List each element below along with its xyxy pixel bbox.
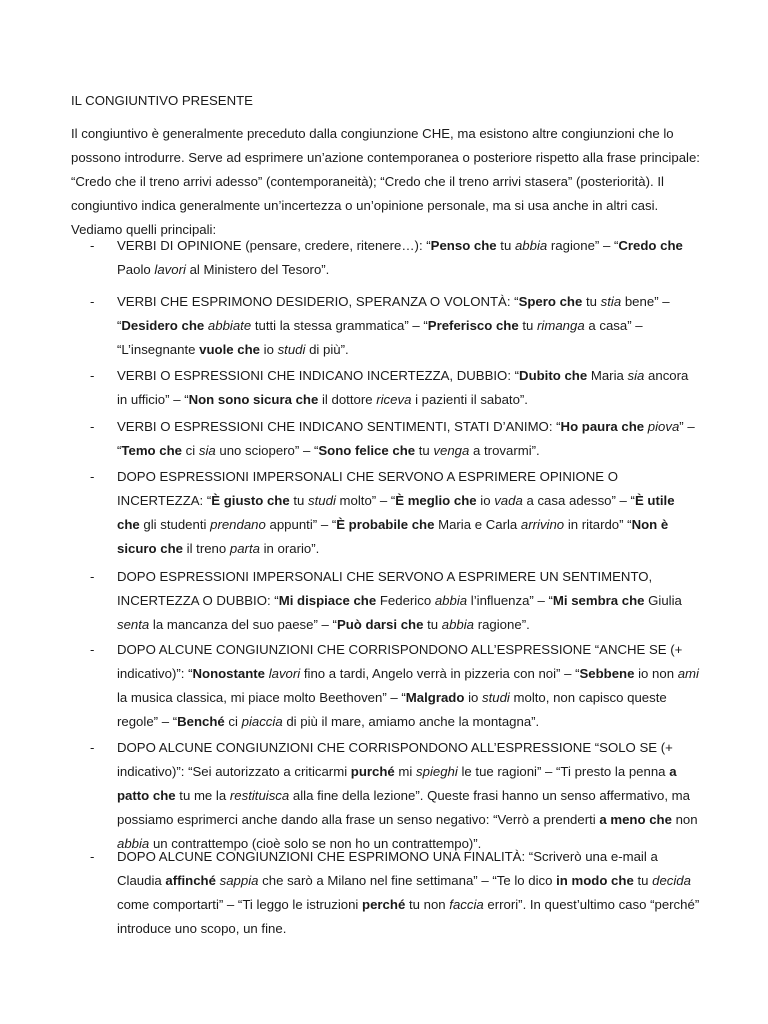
bold-phrase: perché xyxy=(362,897,406,912)
list-item-text xyxy=(117,565,700,637)
text-run: ” – “ xyxy=(117,419,695,458)
bold-phrase: Ho paura che xyxy=(560,419,645,434)
text-run: in orario”. xyxy=(259,541,320,556)
italic-verb: restituisca xyxy=(229,788,290,803)
bold-phrase: Mi dispiace che xyxy=(278,593,377,608)
italic-verb: riceva xyxy=(376,392,412,407)
italic-verb: abbia xyxy=(441,617,475,632)
text-run: a casa adesso” – “ xyxy=(522,493,635,508)
text-run: Giulia xyxy=(644,593,682,608)
text-run: io xyxy=(476,493,495,508)
italic-verb: parta xyxy=(229,541,260,556)
text-run: io non xyxy=(634,666,678,681)
text-run: io xyxy=(259,342,278,357)
list-item xyxy=(90,465,700,561)
bold-phrase: Non sono sicura che xyxy=(188,392,319,407)
bold-phrase: Sono felice che xyxy=(318,443,416,458)
list-item-text xyxy=(117,465,700,561)
italic-verb: abbia xyxy=(434,593,468,608)
text-run: tu xyxy=(289,493,309,508)
text-run: tu xyxy=(415,443,434,458)
text-run: molto” – “ xyxy=(335,493,396,508)
italic-verb: lavori xyxy=(268,666,301,681)
bullet-dash: - xyxy=(90,419,95,434)
italic-verb: studi xyxy=(482,690,510,705)
list-item-text xyxy=(117,364,700,412)
bold-phrase: È probabile che xyxy=(336,517,435,532)
italic-verb: sia xyxy=(198,443,216,458)
bold-phrase: vuole che xyxy=(199,342,260,357)
bold-phrase: a patto che xyxy=(117,764,677,803)
intro-text: Il congiuntivo è generalmente preceduto dalla congiunzione CHE, ma esistono altre congiunzioni che lo possono introdurre. Serve ad esprimere un’azione contemporanea o posteriore rispetto alla frase principale: “Credo che il treno arrivi adesso” (contemporaneità); “Credo che il treno arrivi stasera” (posteriorità). Il congiuntivo indica generalmente un’incertezza o un’opinione personale, ma si usa anche in altri casi. Vediamo quelli principali: xyxy=(71,126,700,237)
bold-phrase: Nonostante xyxy=(192,666,266,681)
text-run: l’influenza” – “ xyxy=(467,593,553,608)
italic-verb: prendano xyxy=(210,517,266,532)
bold-phrase: Desidero che xyxy=(121,318,205,333)
italic-verb: senta xyxy=(117,617,150,632)
bold-phrase: Temo che xyxy=(121,443,182,458)
text-run: appunti” – “ xyxy=(265,517,337,532)
list-item-text xyxy=(117,290,700,362)
document-title: IL CONGIUNTIVO PRESENTE xyxy=(71,93,253,108)
text-run: DOPO ALCUNE CONGIUNZIONI CHE CORRISPONDONO ALL’ESPRESSIONE “ANCHE SE (+ indicativo)”: “ xyxy=(117,642,683,681)
text-run: la musica classica, mi piace molto Beethoven” – “ xyxy=(117,690,406,705)
italic-verb: venga xyxy=(433,443,470,458)
bold-phrase: Benché xyxy=(177,714,225,729)
text-run: tu me la xyxy=(175,788,230,803)
text-run: un contrattempo (cioè solo se non ho un contrattempo)”. xyxy=(149,836,482,851)
bold-phrase: Sebbene xyxy=(579,666,635,681)
text-run: VERBI CHE ESPRIMONO DESIDERIO, SPERANZA O VOLONTÀ: “ xyxy=(117,294,519,309)
text-run: tu xyxy=(496,238,515,253)
list-item xyxy=(90,565,700,637)
italic-verb: lavori xyxy=(154,262,186,277)
italic-verb: abbia xyxy=(117,836,150,851)
text-run: ancora in ufficio” – “ xyxy=(117,368,689,407)
bullet-dash: - xyxy=(90,642,95,657)
list-item xyxy=(90,364,700,412)
text-run: ragione”. xyxy=(474,617,530,632)
bullet-dash: - xyxy=(90,849,95,864)
italic-verb: sappia xyxy=(219,873,259,888)
bold-phrase: a meno che xyxy=(599,812,672,827)
text-run: Maria xyxy=(587,368,628,383)
bold-phrase: Dubito che xyxy=(519,368,588,383)
list-item-text xyxy=(117,845,700,941)
bold-phrase: affinché xyxy=(165,873,216,888)
text-run: ci xyxy=(182,443,199,458)
list-item xyxy=(90,736,700,856)
text-run: Federico xyxy=(376,593,435,608)
text-run: i pazienti il sabato”. xyxy=(411,392,528,407)
italic-verb: piova xyxy=(647,419,680,434)
text-run: fino a tardi, Angelo verrà in pizzeria con noi” – “ xyxy=(300,666,580,681)
text-run: di più il mare, amiamo anche la montagna”. xyxy=(282,714,540,729)
text-run: errori”. In quest’ultimo caso “perché” introduce uno scopo, un fine. xyxy=(117,897,700,936)
intro-paragraph xyxy=(71,122,711,242)
text-run: Paolo xyxy=(117,262,155,277)
text-run: tutti la stessa grammatica” – “ xyxy=(251,318,428,333)
list-item-text xyxy=(117,234,700,282)
list-item-text xyxy=(117,415,700,463)
text-run: gli studenti xyxy=(139,517,211,532)
text-run: tu xyxy=(518,318,538,333)
bold-phrase: Mi sembra che xyxy=(552,593,645,608)
list-item xyxy=(90,290,700,362)
bold-phrase: Spero che xyxy=(518,294,583,309)
italic-verb: studi xyxy=(308,493,336,508)
list-item xyxy=(90,638,700,734)
text-run: DOPO ESPRESSIONI IMPERSONALI CHE SERVONO A ESPRIMERE UN SENTIMENTO, INCERTEZZA O DUBBIO: “ xyxy=(117,569,653,608)
text-run: in ritardo” “ xyxy=(564,517,632,532)
text-run: tu non xyxy=(405,897,450,912)
bullet-dash: - xyxy=(90,569,95,584)
bold-phrase: È giusto che xyxy=(211,493,290,508)
text-run: uno sciopero” – “ xyxy=(215,443,319,458)
text-run: VERBI O ESPRESSIONI CHE INDICANO INCERTEZZA, DUBBIO: “ xyxy=(117,368,520,383)
text-run: DOPO ALCUNE CONGIUNZIONI CHE ESPRIMONO UNA FINALITÀ: “Scriverò una e-mail a Claudia xyxy=(117,849,658,888)
bullet-dash: - xyxy=(90,238,95,253)
list-item xyxy=(90,234,700,282)
bold-phrase: purché xyxy=(350,764,395,779)
bullet-dash: - xyxy=(90,294,95,309)
text-run: bene” – “ xyxy=(117,294,670,333)
text-run: mi xyxy=(394,764,417,779)
bold-phrase: Penso che xyxy=(430,238,497,253)
text-run: DOPO ESPRESSIONI IMPERSONALI CHE SERVONO A ESPRIMERE OPINIONE O INCERTEZZA: “ xyxy=(117,469,619,508)
bold-phrase: Malgrado xyxy=(405,690,465,705)
italic-verb: sia xyxy=(627,368,645,383)
text-run: di più”. xyxy=(305,342,349,357)
text-run: a trovarmi”. xyxy=(469,443,540,458)
italic-verb: vada xyxy=(494,493,523,508)
italic-verb: ami xyxy=(677,666,699,681)
text-run: molto, non capisco queste regole” – “ xyxy=(117,690,667,729)
bold-phrase: in modo che xyxy=(556,873,634,888)
italic-verb: arrivino xyxy=(520,517,565,532)
text-run: io xyxy=(464,690,482,705)
italic-verb: faccia xyxy=(449,897,484,912)
bold-phrase: È utile che xyxy=(117,493,675,532)
text-run: DOPO ALCUNE CONGIUNZIONI CHE CORRISPONDONO ALL’ESPRESSIONE “SOLO SE (+ indicativo)”: “Sei autorizzato a criticarmi xyxy=(117,740,673,779)
bold-phrase: Credo che xyxy=(618,238,683,253)
bold-phrase: Può darsi che xyxy=(336,617,424,632)
bullet-dash: - xyxy=(90,469,95,484)
text-run: a casa” – “L’insegnante xyxy=(117,318,643,357)
italic-verb: spieghi xyxy=(416,764,458,779)
text-run: non xyxy=(671,812,698,827)
text-run: il treno xyxy=(182,541,230,556)
text-run: che sarò a Milano nel fine settimana” – “Te lo dico xyxy=(258,873,557,888)
italic-verb: rimanga xyxy=(537,318,585,333)
text-run: come comportarti” – “Ti leggo le istruzioni xyxy=(117,897,363,912)
text-run: la mancanza del suo paese” – “ xyxy=(149,617,337,632)
bold-phrase: Preferisco che xyxy=(427,318,519,333)
list-item xyxy=(90,415,700,463)
text-run: Maria e Carla xyxy=(434,517,521,532)
italic-verb: abbia xyxy=(514,238,548,253)
text-run: le tue ragioni” – “Ti presto la penna xyxy=(457,764,670,779)
italic-verb: decida xyxy=(652,873,691,888)
italic-verb: abbiate xyxy=(207,318,252,333)
text-run: tu xyxy=(582,294,601,309)
text-run: al Ministero del Tesoro”. xyxy=(185,262,330,277)
text-run: ci xyxy=(224,714,242,729)
bold-phrase: Non è sicuro che xyxy=(117,517,669,556)
italic-verb: stia xyxy=(600,294,622,309)
bullet-dash: - xyxy=(90,368,95,383)
list-item-text xyxy=(117,638,700,734)
list-item xyxy=(90,845,700,941)
italic-verb: studi xyxy=(277,342,306,357)
text-run: VERBI O ESPRESSIONI CHE INDICANO SENTIMENTI, STATI D’ANIMO: “ xyxy=(117,419,561,434)
text-run: tu xyxy=(423,617,442,632)
text-run: il dottore xyxy=(318,392,377,407)
text-run: ragione” – “ xyxy=(547,238,619,253)
text-run: VERBI DI OPINIONE (pensare, credere, ritenere…): “ xyxy=(117,238,431,253)
bullet-dash: - xyxy=(90,740,95,755)
italic-verb: piaccia xyxy=(241,714,283,729)
text-run: tu xyxy=(633,873,653,888)
bold-phrase: È meglio che xyxy=(395,493,477,508)
list-item-text xyxy=(117,736,700,856)
text-run: alla fine della lezione”. Queste frasi hanno un senso affermativo, ma possiamo esprimerci anche dando alla frase un senso negativo: “Verrò a prenderti xyxy=(117,788,690,827)
